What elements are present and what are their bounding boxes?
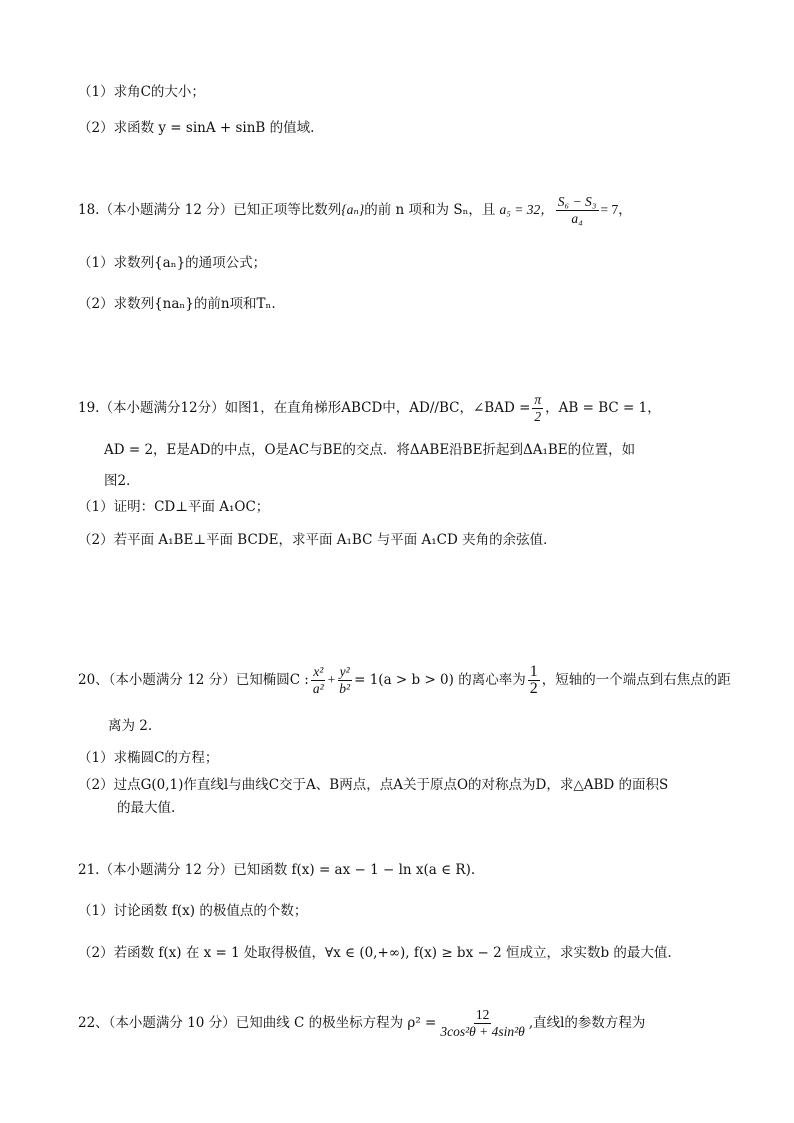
p19-fraction (532, 392, 543, 425)
p19-line3: 图2． (104, 473, 140, 489)
p20-fraction-x (311, 664, 326, 697)
p18-header (78, 192, 632, 228)
p19-frac-num: π (534, 391, 542, 407)
p18-frac-num: S₆ − S₃ (557, 193, 597, 209)
p20-part2: （2）过点G(0,1)作直线l与曲线C交于A、B两点，点A关于原点O的对称点为D，求△ABD 的面积S (78, 777, 669, 793)
p21-part1: （1）讨论函数 f(x) 的极值点的个数； (78, 903, 308, 919)
p20-f2-den: b² (339, 680, 351, 696)
p22-fraction (438, 1007, 526, 1040)
p20-header (78, 660, 731, 700)
p22-frac-den: 3cos²θ + 4sin²θ (440, 1023, 525, 1039)
p19-header (78, 390, 661, 426)
p17-part2: （2）求函数 y = sinA + sinB 的值域. (78, 120, 315, 136)
p20-f2-num: y² (339, 663, 350, 679)
p19-head-prefix: 19.（本小题满分12分）如图1，在直角梯形ABCD中，AD//BC，∠BAD = (78, 400, 531, 416)
p18-cond2: = 7， (600, 202, 632, 217)
p22-head-suffix: ,直线l的参数方程为 (528, 1015, 646, 1031)
p20-f1-den: a² (312, 680, 324, 696)
p18-head-seq: {aₙ} (341, 202, 365, 217)
p20-eq: = 1(a > b > 0) 的离心率为 (354, 672, 526, 688)
p20-plus: + (327, 672, 336, 687)
p18-fraction (556, 194, 599, 227)
p20-e-den: 2 (529, 679, 538, 697)
p19-frac-den: 2 (534, 408, 542, 424)
p18-frac-den: a₄ (571, 210, 583, 226)
p21-header: 21.（本小题满分 12 分）已知函数 f(x) = ax − 1 − ln x(a ∈ R). (78, 862, 476, 878)
p22-frac-num: 12 (475, 1006, 490, 1022)
p21-part2: （2）若函数 f(x) 在 x = 1 处取得极值，∀x ∈ (0,+∞), f(x) ≥ bx − 2 恒成立，求实数b 的最大值. (78, 945, 672, 961)
p19-line2: AD = 2，E是AD的中点，O是AC与BE的交点．将ΔABE沿BE折起到ΔA₁BE的位置，如 (104, 442, 636, 458)
p18-head-prefix: 18.（本小题满分 12 分）已知正项等比数列 (78, 202, 342, 218)
p19-head-suffix: ，AB = BC = 1， (545, 400, 661, 416)
p20-fraction-e (528, 664, 540, 697)
p18-part2: （2）求数列{naₙ}的前n项和Tₙ. (78, 296, 276, 312)
p22-head-prefix: 22、（本小题满分 10 分）已知曲线 C 的极坐标方程为 ρ² = (78, 1015, 437, 1031)
p20-f1-num: x² (313, 663, 324, 679)
p20-part2b: 的最大值. (117, 800, 176, 816)
p19-part1: （1）证明：CD⊥平面 A₁OC； (78, 499, 270, 515)
p20-line2: 离为 2. (108, 718, 153, 734)
p20-head-suffix: ，短轴的一个端点到右焦点的距 (541, 672, 731, 688)
p18-cond1: a₅ = 32， (499, 202, 554, 217)
p20-e-num: 1 (529, 662, 538, 680)
p20-fraction-y (337, 664, 352, 697)
p20-part1: （1）求椭圆C的方程； (78, 750, 219, 766)
p17-part1: （1）求角C的大小； (78, 84, 205, 100)
p18-head-mid: 的前 n 项和为 Sₙ，且 (364, 202, 496, 218)
p18-part1: （1）求数列{aₙ}的通项公式； (78, 255, 267, 271)
p20-head-prefix: 20、（本小题满分 12 分）已知椭圆C : (78, 672, 309, 688)
p19-part2: （2）若平面 A₁BE⊥平面 BCDE，求平面 A₁BC 与平面 A₁CD 夹角的余弦值． (78, 532, 557, 548)
p22-header (78, 1003, 645, 1043)
